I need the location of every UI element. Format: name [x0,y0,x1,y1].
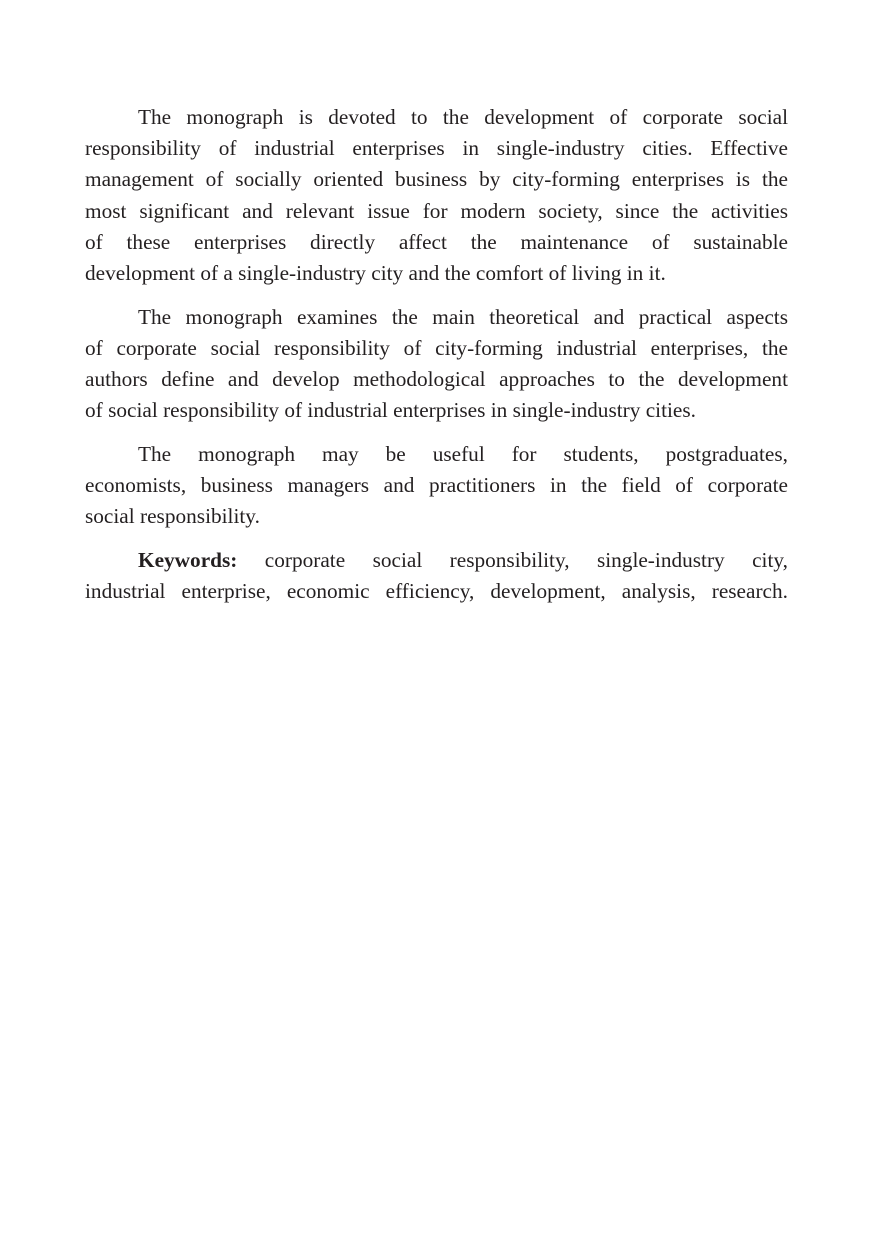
text-line: social responsibility. [85,504,260,529]
keywords-text: industrial enterprise, economic efficiency, development, analysis, research. [85,579,788,604]
text-line: development of a single-industry city and the comfort of living in it. [85,261,666,286]
text-line: of social responsibility of industrial enterprises in single-industry cities. [85,398,696,423]
abstract-paragraph-3 [85,439,788,533]
text-line: The monograph is devoted to the development of corporate social [138,105,788,129]
abstract-paragraph-2 [85,302,788,427]
keywords-label: Keywords: [138,548,238,573]
document-page [85,102,788,620]
text-line: of corporate social responsibility of city-forming industrial enterprises, the [85,335,788,360]
abstract-paragraph-1 [85,102,788,289]
text-line: The monograph examines the main theoretical and practical aspects [138,304,788,329]
text-line [85,545,788,576]
text-line: economists, business managers and practitioners in the field of corporate [85,473,788,498]
text-line: responsibility of industrial enterprises in single-industry cities. Effective [85,136,788,161]
text-line: of these enterprises directly affect the maintenance of sustainable [85,229,788,254]
text-line: most significant and relevant issue for modern society, since the activities [85,198,788,223]
text-line: The monograph may be useful for students, postgraduates, [138,442,788,467]
text-line: authors define and develop methodological approaches to the development [85,367,788,392]
text-line: management of socially oriented business by city-forming enterprises is the [85,167,788,192]
keywords-text: corporate social responsibility, single-industry city, [237,548,788,573]
keywords-paragraph [85,545,788,607]
